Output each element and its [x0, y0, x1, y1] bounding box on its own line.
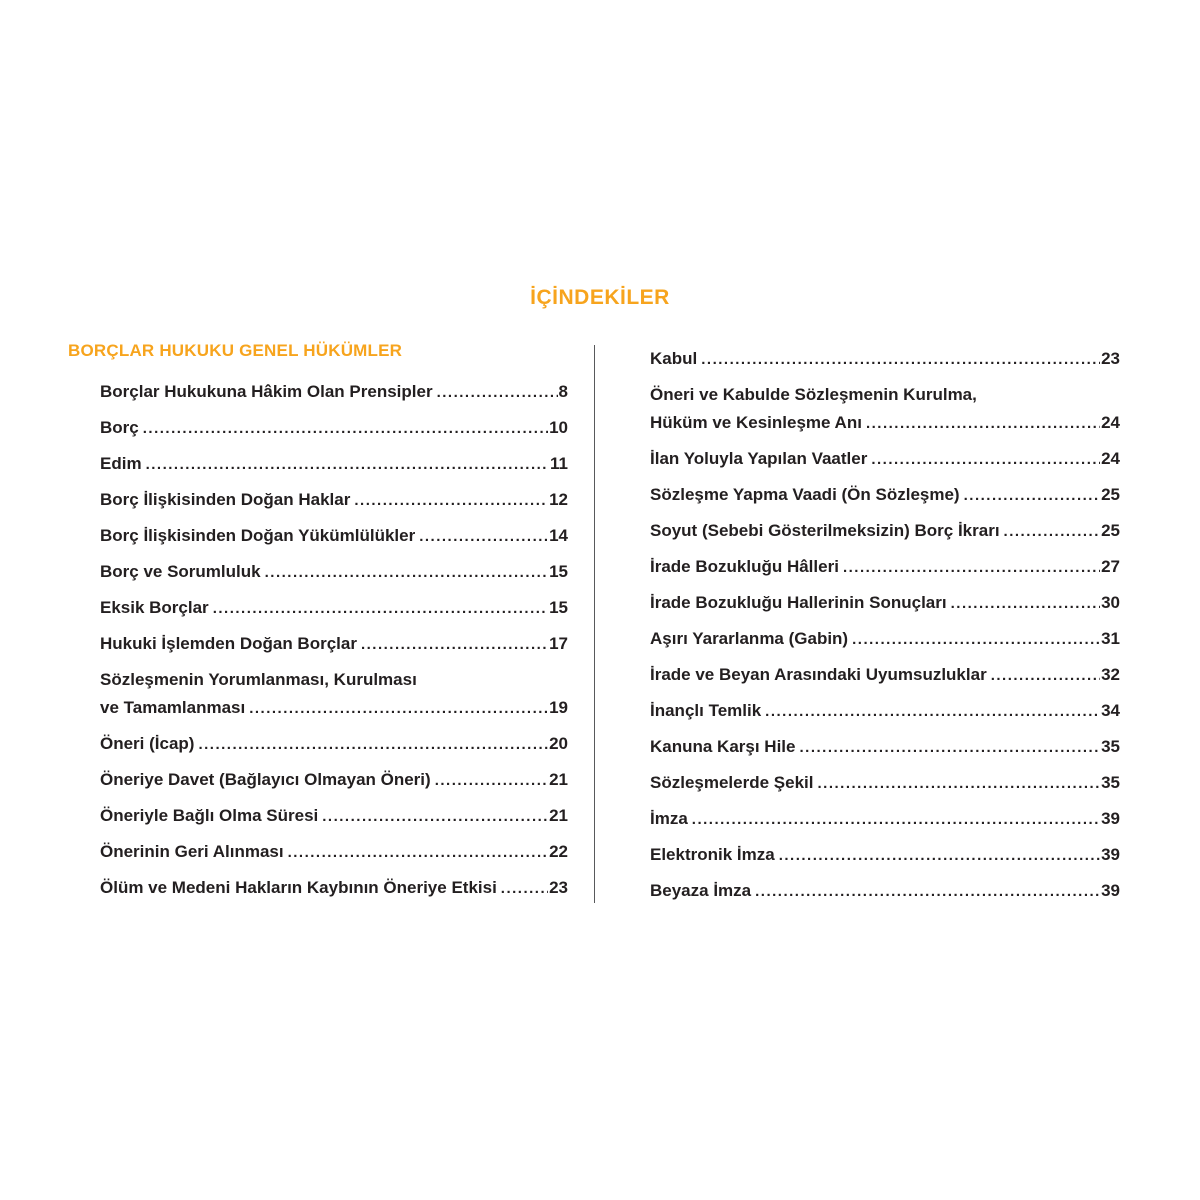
dot-leader — [143, 414, 548, 443]
entry-label: Aşırı Yararlanma (Gabin) — [650, 629, 849, 648]
toc-entry — [100, 486, 568, 515]
entry-label: Sözleşmenin Yorumlanması, Kurulması — [100, 670, 417, 689]
toc-entry — [100, 874, 568, 903]
entry-label: Kabul — [650, 349, 698, 368]
entry-page-number: 25 — [1101, 485, 1120, 504]
dot-leader — [198, 730, 548, 759]
entry-page-number: 34 — [1101, 701, 1120, 720]
dot-leader — [779, 841, 1100, 870]
toc-entry — [650, 445, 1120, 474]
dot-leader — [800, 733, 1101, 762]
entry-label: İrade Bozukluğu Hâlleri — [650, 557, 839, 576]
toc-entry-line — [100, 838, 568, 867]
toc-entry-line — [650, 769, 1120, 798]
entry-page-number: 30 — [1101, 593, 1120, 612]
dot-leader — [213, 594, 548, 623]
entry-page-number: 19 — [549, 698, 568, 717]
toc-entry — [100, 558, 568, 587]
toc-entry-line — [100, 378, 568, 407]
entry-page-number: 39 — [1101, 845, 1120, 864]
column-divider — [594, 345, 595, 903]
entry-label: Borçlar Hukukuna Hâkim Olan Prensipler — [100, 382, 433, 401]
toc-entry-line — [650, 553, 1120, 582]
section-header: BORÇLAR HUKUKU GENEL HÜKÜMLER — [68, 341, 403, 360]
dot-leader — [866, 409, 1100, 438]
entry-page-number: 20 — [549, 734, 568, 753]
entry-label: Hüküm ve Kesinleşme Anı — [650, 413, 862, 432]
toc-entry — [650, 769, 1120, 798]
toc-entry-line — [100, 594, 568, 623]
toc-entry-line — [100, 874, 568, 903]
entry-page-number: 10 — [549, 418, 568, 437]
toc-entry-line — [650, 381, 1120, 409]
toc-entry — [100, 666, 568, 723]
dot-leader — [419, 522, 548, 551]
entry-page-number: 24 — [1101, 449, 1120, 468]
dot-leader — [265, 558, 548, 587]
toc-entry — [100, 522, 568, 551]
toc-entry-line — [100, 766, 568, 795]
toc-entry-line — [100, 486, 568, 515]
entry-page-number: 39 — [1101, 881, 1120, 900]
dot-leader — [964, 481, 1100, 510]
toc-entry-line — [650, 625, 1120, 654]
entry-page-number: 35 — [1101, 773, 1120, 792]
dot-leader — [951, 589, 1100, 618]
dot-leader — [843, 553, 1100, 582]
dot-leader — [817, 769, 1100, 798]
dot-leader — [991, 661, 1100, 690]
toc-entry — [650, 589, 1120, 618]
entry-page-number: 23 — [1101, 349, 1120, 368]
entry-page-number: 31 — [1101, 629, 1120, 648]
toc-entry — [100, 766, 568, 795]
entry-label: Sözleşme Yapma Vaadi (Ön Sözleşme) — [650, 485, 960, 504]
toc-entry-line — [650, 733, 1120, 762]
entry-page-number: 27 — [1101, 557, 1120, 576]
entry-page-number: 22 — [549, 842, 568, 861]
entry-page-number: 8 — [558, 382, 568, 401]
toc-entry — [100, 414, 568, 443]
toc-entry-line — [100, 522, 568, 551]
entry-page-number: 12 — [549, 490, 568, 509]
toc-entries-left — [68, 378, 568, 903]
entry-page-number: 15 — [549, 598, 568, 617]
dot-leader — [249, 694, 548, 723]
dot-leader — [852, 625, 1100, 654]
toc-entry — [100, 838, 568, 867]
toc-right-column — [650, 341, 1120, 913]
dot-leader — [692, 805, 1100, 834]
toc-entry — [650, 661, 1120, 690]
entry-page-number: 11 — [550, 454, 568, 473]
toc-entry — [650, 553, 1120, 582]
entry-label: Öneriyle Bağlı Olma Süresi — [100, 806, 319, 825]
entry-label: Borç — [100, 418, 139, 437]
toc-entry — [650, 733, 1120, 762]
toc-entry — [100, 730, 568, 759]
entry-page-number: 39 — [1101, 809, 1120, 828]
entry-label: Hukuki İşlemden Doğan Borçlar — [100, 634, 357, 653]
entry-page-number: 21 — [549, 770, 568, 789]
toc-entry — [650, 841, 1120, 870]
toc-entry — [650, 345, 1120, 374]
entry-label: Beyaza İmza — [650, 881, 752, 900]
entry-label: Sözleşmelerde Şekil — [650, 773, 814, 792]
entry-page-number: 23 — [549, 878, 568, 897]
entry-page-number: 15 — [549, 562, 568, 581]
entry-page-number: 32 — [1101, 665, 1120, 684]
dot-leader — [146, 450, 549, 479]
toc-entry — [650, 805, 1120, 834]
toc-entry-line — [100, 802, 568, 831]
toc-entry-line — [100, 630, 568, 659]
entry-label: Borç İlişkisinden Doğan Haklar — [100, 490, 351, 509]
entry-label: Edim — [100, 454, 142, 473]
toc-entry-line — [100, 558, 568, 587]
entry-label: İrade ve Beyan Arasındaki Uyumsuzluklar — [650, 665, 987, 684]
toc-left-column — [68, 341, 568, 910]
entry-label: İmza — [650, 809, 688, 828]
page-title: İÇİNDEKİLER — [530, 286, 670, 309]
dot-leader — [871, 445, 1100, 474]
toc-entry-line — [650, 517, 1120, 546]
entry-page-number: 14 — [549, 526, 568, 545]
entry-page-number: 25 — [1101, 521, 1120, 540]
toc-entry-line — [650, 345, 1120, 374]
entry-label: İnançlı Temlik — [650, 701, 762, 720]
dot-leader — [361, 630, 548, 659]
toc-entry-line — [100, 666, 568, 694]
toc-entry — [650, 381, 1120, 438]
dot-leader — [755, 877, 1100, 906]
toc-entry-line — [650, 409, 1120, 438]
entry-page-number: 17 — [549, 634, 568, 653]
dot-leader — [322, 802, 548, 831]
toc-entry — [650, 481, 1120, 510]
entry-label: İrade Bozukluğu Hallerinin Sonuçları — [650, 593, 947, 612]
entry-label: Elektronik İmza — [650, 845, 775, 864]
toc-entry-line — [100, 730, 568, 759]
toc-entry-line — [100, 694, 568, 723]
toc-entry — [650, 697, 1120, 726]
toc-entry — [100, 630, 568, 659]
toc-entry — [650, 625, 1120, 654]
dot-leader — [437, 378, 558, 407]
entry-label: ve Tamamlanması — [100, 698, 246, 717]
toc-entry — [100, 594, 568, 623]
entry-label: Eksik Borçlar — [100, 598, 209, 617]
entry-label: Öneri (İcap) — [100, 734, 195, 753]
entry-label: Soyut (Sebebi Gösterilmeksizin) Borç İkrarı — [650, 521, 1000, 540]
entry-label: Öneri ve Kabulde Sözleşmenin Kurulma, — [650, 385, 977, 404]
toc-entry-line — [650, 481, 1120, 510]
toc-entry-line — [650, 661, 1120, 690]
toc-entry-line — [650, 805, 1120, 834]
entry-page-number: 24 — [1101, 413, 1120, 432]
toc-entry-line — [100, 450, 568, 479]
toc-entries-right — [650, 345, 1120, 906]
dot-leader — [288, 838, 548, 867]
entry-label: Öneriye Davet (Bağlayıcı Olmayan Öneri) — [100, 770, 431, 789]
toc-entry-line — [650, 697, 1120, 726]
toc-entry-line — [650, 445, 1120, 474]
entry-page-number: 35 — [1101, 737, 1120, 756]
dot-leader — [1004, 517, 1101, 546]
entry-label: Borç ve Sorumluluk — [100, 562, 261, 581]
toc-entry-line — [650, 841, 1120, 870]
entry-label: Kanuna Karşı Hile — [650, 737, 796, 756]
dot-leader — [435, 766, 548, 795]
toc-entry — [100, 802, 568, 831]
entry-label: Önerinin Geri Alınması — [100, 842, 284, 861]
toc-entry — [650, 517, 1120, 546]
dot-leader — [501, 874, 548, 903]
dot-leader — [765, 697, 1100, 726]
toc-entry-line — [100, 414, 568, 443]
toc-entry — [650, 877, 1120, 906]
entry-label: Ölüm ve Medeni Hakların Kaybının Öneriye Etkisi — [100, 878, 497, 897]
toc-entry-line — [650, 589, 1120, 618]
dot-leader — [701, 345, 1100, 374]
dot-leader — [354, 486, 548, 515]
entry-label: İlan Yoluyla Yapılan Vaatler — [650, 449, 868, 468]
toc-entry — [100, 378, 568, 407]
toc-entry — [100, 450, 568, 479]
entry-label: Borç İlişkisinden Doğan Yükümlülükler — [100, 526, 416, 545]
toc-entry-line — [650, 877, 1120, 906]
entry-page-number: 21 — [549, 806, 568, 825]
